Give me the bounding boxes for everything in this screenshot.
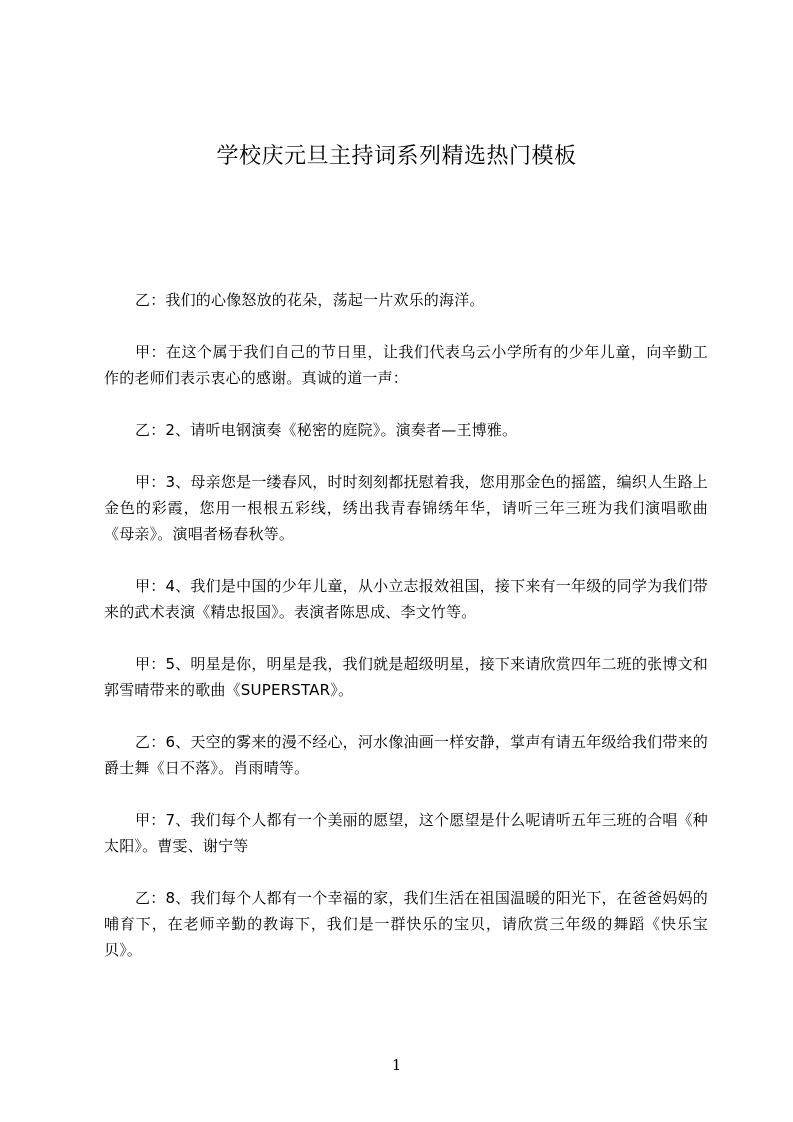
- document-title: 学校庆元旦主持词系列精选热门模板: [216, 144, 577, 169]
- paragraph: 乙：8、我们每个人都有一个幸福的家，我们生活在祖国温暖的阳光下，在爸爸妈妈的哺育下，在老师辛勤的教诲下，我们是一群快乐的宝贝，请欣赏三年级的舞蹈《快乐宝贝》。: [104, 889, 708, 959]
- paragraph: 甲：在这个属于我们自己的节日里，让我们代表乌云小学所有的少年儿童，向辛勤工作的老师们表示衷心的感谢。真诚的道一声：: [104, 343, 708, 387]
- paragraph: 甲：3、母亲您是一缕春风，时时刻刻都抚慰着我，您用那金色的摇篮，编织人生路上金色的彩霞，您用一根根五彩线，绣出我青春锦绣年华，请听三年三班为我们演唱歌曲《母亲》。演唱者杨春秋等。: [104, 473, 708, 543]
- paragraph: 甲：4、我们是中国的少年儿童，从小立志报效祖国，接下来有一年级的同学为我们带来的武术表演《精忠报国》。表演者陈思成、李文竹等。: [104, 577, 708, 621]
- paragraph: 乙：2、请听电钢演奏《秘密的庭院》。演奏者—王博雅。: [135, 421, 518, 439]
- document-body: [104, 287, 708, 989]
- paragraph: 乙：6、天空的雾来的漫不经心，河水像油画一样安静，掌声有请五年级给我们带来的爵士舞《日不落》。肖雨晴等。: [104, 733, 708, 777]
- paragraph: 乙：我们的心像怒放的花朵，荡起一片欢乐的海洋。: [135, 291, 485, 309]
- paragraph: 甲：7、我们每个人都有一个美丽的愿望，这个愿望是什么呢请听五年三班的合唱《种太阳》。曹雯、谢宁等: [104, 811, 708, 855]
- page-number: 1: [391, 1056, 402, 1074]
- paragraph: 甲：5、明星是你，明星是我，我们就是超级明星，接下来请欣赏四年二班的张博文和郭雪晴带来的歌曲《SUPERSTAR》。: [104, 655, 708, 699]
